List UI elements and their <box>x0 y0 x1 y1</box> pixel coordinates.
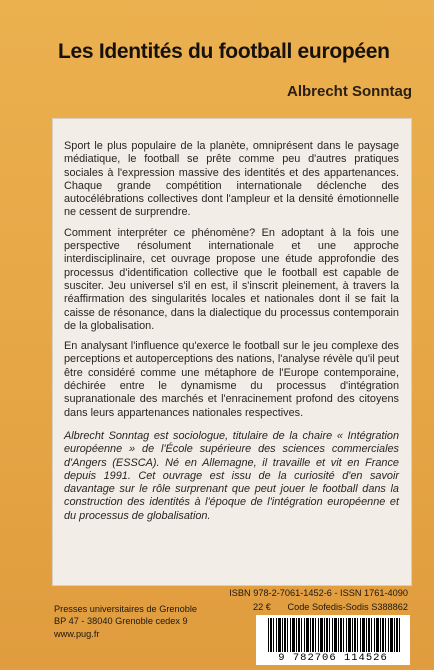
barcode-digits: 9 782706 114526 <box>278 652 388 664</box>
book-author: Albrecht Sonntag <box>286 83 412 100</box>
isbn-issn: ISBN 978-2-7061-1452-6 - ISSN 1761-4090 <box>229 588 408 598</box>
blurb-paragraph-2: Comment interpréter ce phénomène? En adoptant à la fois une perspective résolument internationale et une approche interdisciplinaire, cet ouvrage propose une étude approfondie des processus d'identification collective que le football est capable de susciter. Jeu universel s'il en est, il s'inscrit pleinement, à travers la réaffirmation des singularités locales et nationales dont il se fait la caisse de résonance, dans la dialectique du processus contemporain de la globalisation. <box>64 226 399 332</box>
barcode <box>256 615 410 665</box>
publisher-address: BP 47 - 38040 Grenoble cedex 9 <box>54 616 188 627</box>
author-bio: Albrecht Sonntag est sociologue, titulaire de la chaire « Intégration européenne » de l'École supérieure des sciences commerciales d'Angers (ESSCA). Né en Allemagne, il travaille et vit en France depuis 1991. Cet ouvrage est issu de la curiosité d'en savoir davantage sur le rôle surprenant que peut jouer le football dans la construction des identités à l'époque de l'intégration européenne et du processus de globalisation. <box>64 429 399 522</box>
blurb-paragraph-1: Sport le plus populaire de la planète, omniprésent dans le paysage médiatique, le football se prête comme peu d'autres pratiques sociales à l'expression massive des identités et des appartenances. Chaque grande compétition internationale déclenche des autocélébrations collectives dont l'ampleur et la densité émotionnelle ne cessent de surprendre. <box>64 140 399 219</box>
publisher-name: Presses universitaires de Grenoble <box>54 604 197 614</box>
price-and-code <box>253 602 408 612</box>
blurb-paragraph-3: En analysant l'influence qu'exerce le football sur le jeu complexe des perceptions et autoperceptions des nations, l'analyse révèle qu'il peut être considéré comme une métaphore de l'Europe contemporaine, déchirée entre le dynamisme du processus d'intégration supranationale des marchés et l'enracinement profond des citoyens dans leurs appartenances nationales respectives. <box>64 340 399 419</box>
publisher-website: www.pug.fr <box>54 628 100 639</box>
blurb-text <box>64 140 399 530</box>
publisher-info <box>54 603 197 640</box>
distributor-code: Code Sofedis-Sodis S388862 <box>287 602 408 612</box>
price: 22 € <box>253 602 271 612</box>
book-title: Les Identités du football européen <box>58 40 390 63</box>
barcode-bars <box>268 618 400 652</box>
